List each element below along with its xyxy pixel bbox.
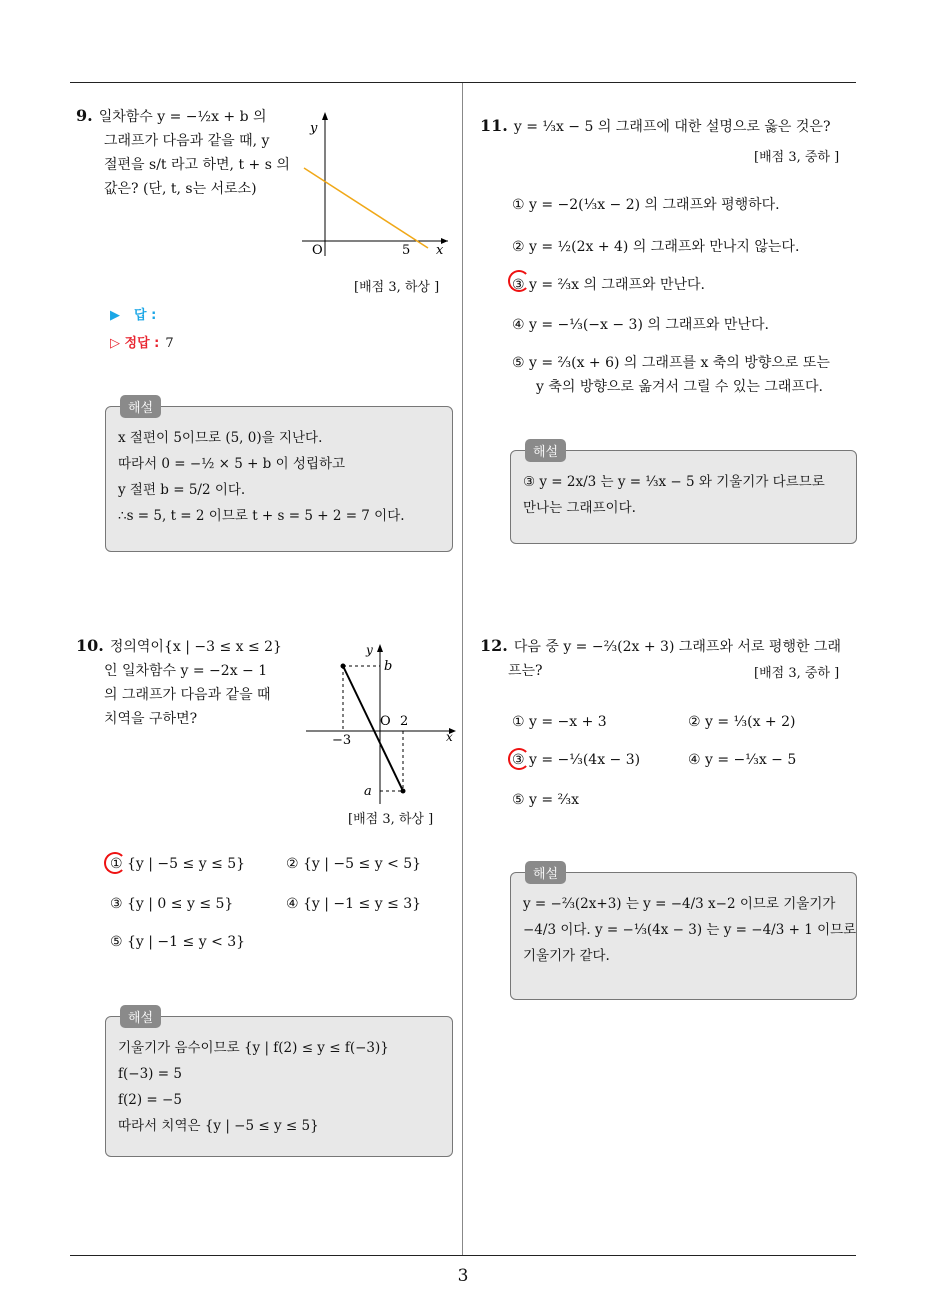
solution-line: 따라서 치역은 {y | −5 ≤ y ≤ 5}: [118, 1118, 319, 1134]
y-axis-arrow: [322, 112, 328, 120]
choice-3[interactable]: ③ y = −⅓(4x − 3): [512, 752, 641, 768]
solution-line: y 절편 b = 5/2 이다.: [118, 482, 246, 498]
solution-box-10: [105, 1011, 453, 1157]
choice-4[interactable]: ④ y = −⅓x − 5: [688, 752, 797, 768]
question-text: 값은? (단, t, s는 서로소): [104, 181, 257, 197]
choice-1[interactable]: ① {y | −5 ≤ y ≤ 5}: [110, 856, 246, 872]
solution-line: x 절편이 5이므로 (5, 0)을 지난다.: [118, 430, 323, 446]
choice-5[interactable]: ⑤ y = ⅔x: [512, 792, 580, 808]
choice-1[interactable]: ① y = −2(⅓x − 2) 의 그래프와 평행하다.: [512, 197, 780, 213]
choice-2[interactable]: ② {y | −5 ≤ y < 5}: [286, 856, 422, 872]
origin-label: O: [312, 243, 323, 258]
score-meta: [배점 3, 중하 ]: [754, 666, 840, 681]
question-text: 일차함수 y = −½x + b 의: [98, 109, 267, 125]
question-text: 절편을 s/t 라고 하면, t + s 의: [104, 157, 290, 173]
score-meta: [배점 3, 하상 ]: [354, 280, 440, 295]
choice-2[interactable]: ② y = ½(2x + 4) 의 그래프와 만나지 않는다.: [512, 239, 800, 255]
score-meta: [배점 3, 하상 ]: [348, 812, 434, 827]
page-number: 3: [457, 1266, 469, 1286]
top-rule: [70, 82, 856, 83]
score-meta: [배점 3, 중하 ]: [754, 150, 840, 165]
question-10: [76, 634, 282, 731]
question-number: 12.: [480, 636, 508, 655]
origin-label: O: [380, 714, 391, 729]
a-label: a: [364, 784, 372, 799]
solution-line: 기울기가 같다.: [523, 948, 610, 964]
solution-line: −4/3 이다. y = −⅓(4x − 3) 는 y = −4/3 + 1 이므로: [523, 922, 857, 938]
choice-5[interactable]: ⑤ y = ⅔(x + 6) 의 그래프를 x 축의 방향으로 또는: [512, 355, 830, 371]
play-triangle-icon: ▶: [110, 308, 120, 323]
x-tick-2: 2: [400, 714, 409, 729]
choice-3[interactable]: ③ y = ⅔x 의 그래프와 만난다.: [512, 277, 705, 293]
correct-answer-value: 7: [165, 336, 174, 351]
x-axis-label: x: [446, 730, 453, 744]
function-segment: [343, 666, 403, 791]
question-text: 치역을 구하면?: [104, 711, 198, 727]
q9-graph: [298, 108, 458, 258]
y-axis-label: y: [310, 121, 318, 136]
question-text: 그래프가 다음과 같을 때, y: [104, 133, 270, 149]
solution-line: ∴s = 5, t = 2 이므로 t + s = 5 + 2 = 7 이다.: [118, 508, 405, 524]
choice-1[interactable]: ① y = −x + 3: [512, 714, 607, 730]
question-text: 의 그래프가 다음과 같을 때: [104, 687, 271, 703]
answer-row: [110, 304, 156, 323]
function-line: [304, 168, 428, 248]
solution-box-11: [510, 445, 857, 544]
question-text: 정의역이{x | −3 ≤ x ≤ 2}: [109, 639, 282, 655]
choice-2[interactable]: ② y = ⅓(x + 2): [688, 714, 796, 730]
question-text: 프는?: [508, 663, 543, 679]
solution-box-9: [105, 401, 453, 552]
solution-tag: 해설: [120, 395, 161, 418]
x-tick-5: 5: [402, 243, 411, 258]
solution-tag: 해설: [525, 439, 566, 462]
solution-tag: 해설: [525, 861, 566, 884]
x-tick-neg3: −3: [332, 733, 352, 748]
question-text: y = ⅓x − 5 의 그래프에 대한 설명으로 옳은 것은?: [513, 119, 831, 135]
q10-graph: [304, 640, 460, 808]
column-divider: [462, 83, 463, 1255]
solution-line: 만나는 그래프이다.: [523, 500, 636, 516]
choice-5-continued: y 축의 방향으로 옮겨서 그릴 수 있는 그래프다.: [536, 379, 823, 395]
question-9: [76, 104, 290, 201]
solution-line: f(2) = −5: [118, 1092, 182, 1108]
choice-4[interactable]: ④ {y | −1 ≤ y ≤ 3}: [286, 896, 422, 912]
solution-line: 따라서 0 = −½ × 5 + b 이 성립하고: [118, 456, 346, 472]
choice-5[interactable]: ⑤ {y | −1 ≤ y < 3}: [110, 934, 246, 950]
choice-3[interactable]: ③ {y | 0 ≤ y ≤ 5}: [110, 896, 234, 912]
y-axis-label: y: [366, 643, 373, 657]
solution-box-12: [510, 867, 857, 1000]
solution-tag: 해설: [120, 1005, 161, 1028]
solution-line: 기울기가 음수이므로 {y | f(2) ≤ y ≤ f(−3)}: [118, 1040, 389, 1056]
choice-4[interactable]: ④ y = −⅓(−x − 3) 의 그래프와 만난다.: [512, 317, 769, 333]
b-label: b: [384, 659, 393, 674]
question-number: 10.: [76, 636, 104, 655]
question-text: 다음 중 y = −⅔(2x + 3) 그래프와 서로 평행한 그래: [513, 639, 841, 655]
question-11: [480, 114, 830, 139]
solution-line: ③ y = 2x/3 는 y = ⅓x − 5 와 기울기가 다르므로: [523, 474, 825, 490]
question-text: 인 일차함수 y = −2x − 1: [104, 663, 268, 679]
question-number: 11.: [480, 116, 508, 135]
bottom-rule: [70, 1255, 856, 1256]
correct-answer-row: [110, 332, 174, 351]
solution-line: f(−3) = 5: [118, 1066, 182, 1082]
correct-answer-label: ▷ 정답 :: [110, 336, 160, 351]
solution-line: y = −⅔(2x+3) 는 y = −4/3 x−2 이므로 기울기가: [523, 896, 836, 912]
x-axis-label: x: [436, 243, 444, 258]
question-number: 9.: [76, 106, 93, 125]
answer-label: 답 :: [134, 308, 157, 323]
y-axis-arrow: [377, 644, 383, 652]
